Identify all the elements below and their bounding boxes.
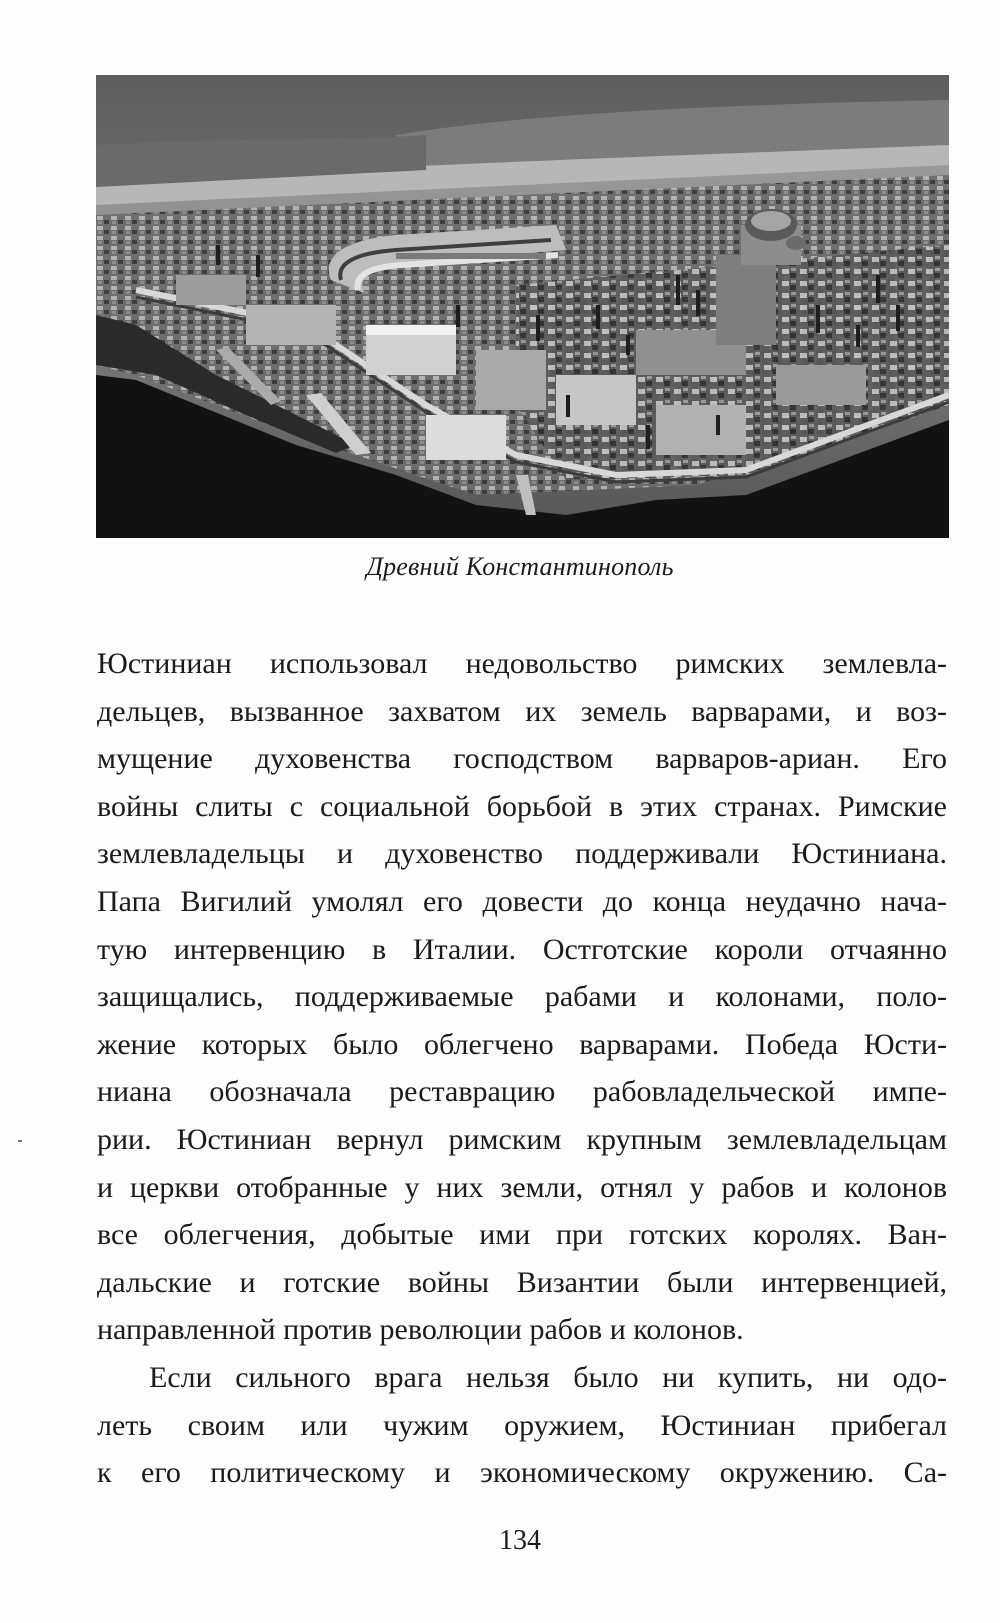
page-number: 134: [499, 1525, 541, 1556]
text-line: Юстиниан использовал недовольство римских землевла-: [97, 647, 947, 680]
text-line: мущение духовенства господством варваров-ариан. Его: [97, 742, 947, 776]
text-line: к его политическому и экономическому окружению. Са-: [97, 1456, 947, 1490]
text-line: войны слиты с социальной борьбой в этих странах. Римские: [97, 789, 947, 823]
text-line: тую интервенцию в Италии. Остготские короли отчаянно: [97, 932, 947, 966]
text-line: Если сильного врага нельзя было ни купить, ни одо-: [149, 1360, 947, 1394]
text-line: направленной против революции рабов и колонов.: [97, 1313, 744, 1347]
text-line: землевладельцы и духовенство поддерживали Юстиниана.: [97, 837, 947, 871]
constantinople-illustration: [96, 75, 949, 538]
text-line: леть своим или чужим оружием, Юстиниан прибегал: [97, 1408, 947, 1442]
text-line: защищались, поддерживаемые рабами и колонами, поло-: [97, 980, 947, 1014]
text-line: дальские и готские войны Византии были интервенцией,: [97, 1265, 947, 1299]
text-line: жение которых было облегчено варварами. Победа Юсти-: [97, 1027, 947, 1061]
text-line: и церкви отобранные у них земли, отнял у рабов и колонов: [97, 1170, 947, 1204]
text-line: все облегчения, добытые ими при готских королях. Ван-: [97, 1218, 947, 1252]
body-text: [97, 640, 947, 1497]
city-engraving-image: [96, 75, 949, 538]
text-line: рии. Юстиниан вернул римским крупным землевладельцам: [97, 1122, 947, 1156]
text-line: ниана обозначала реставрацию рабовладельческой импе-: [97, 1075, 947, 1109]
text-line: дельцев, вызванное захватом их земель варварами, и воз-: [97, 694, 947, 728]
scan-speck: [18, 1140, 22, 1142]
figure-caption: Древний Константинополь: [366, 552, 674, 581]
text-line: Папа Вигилий умолял его довести до конца неудачно нача-: [97, 884, 947, 918]
